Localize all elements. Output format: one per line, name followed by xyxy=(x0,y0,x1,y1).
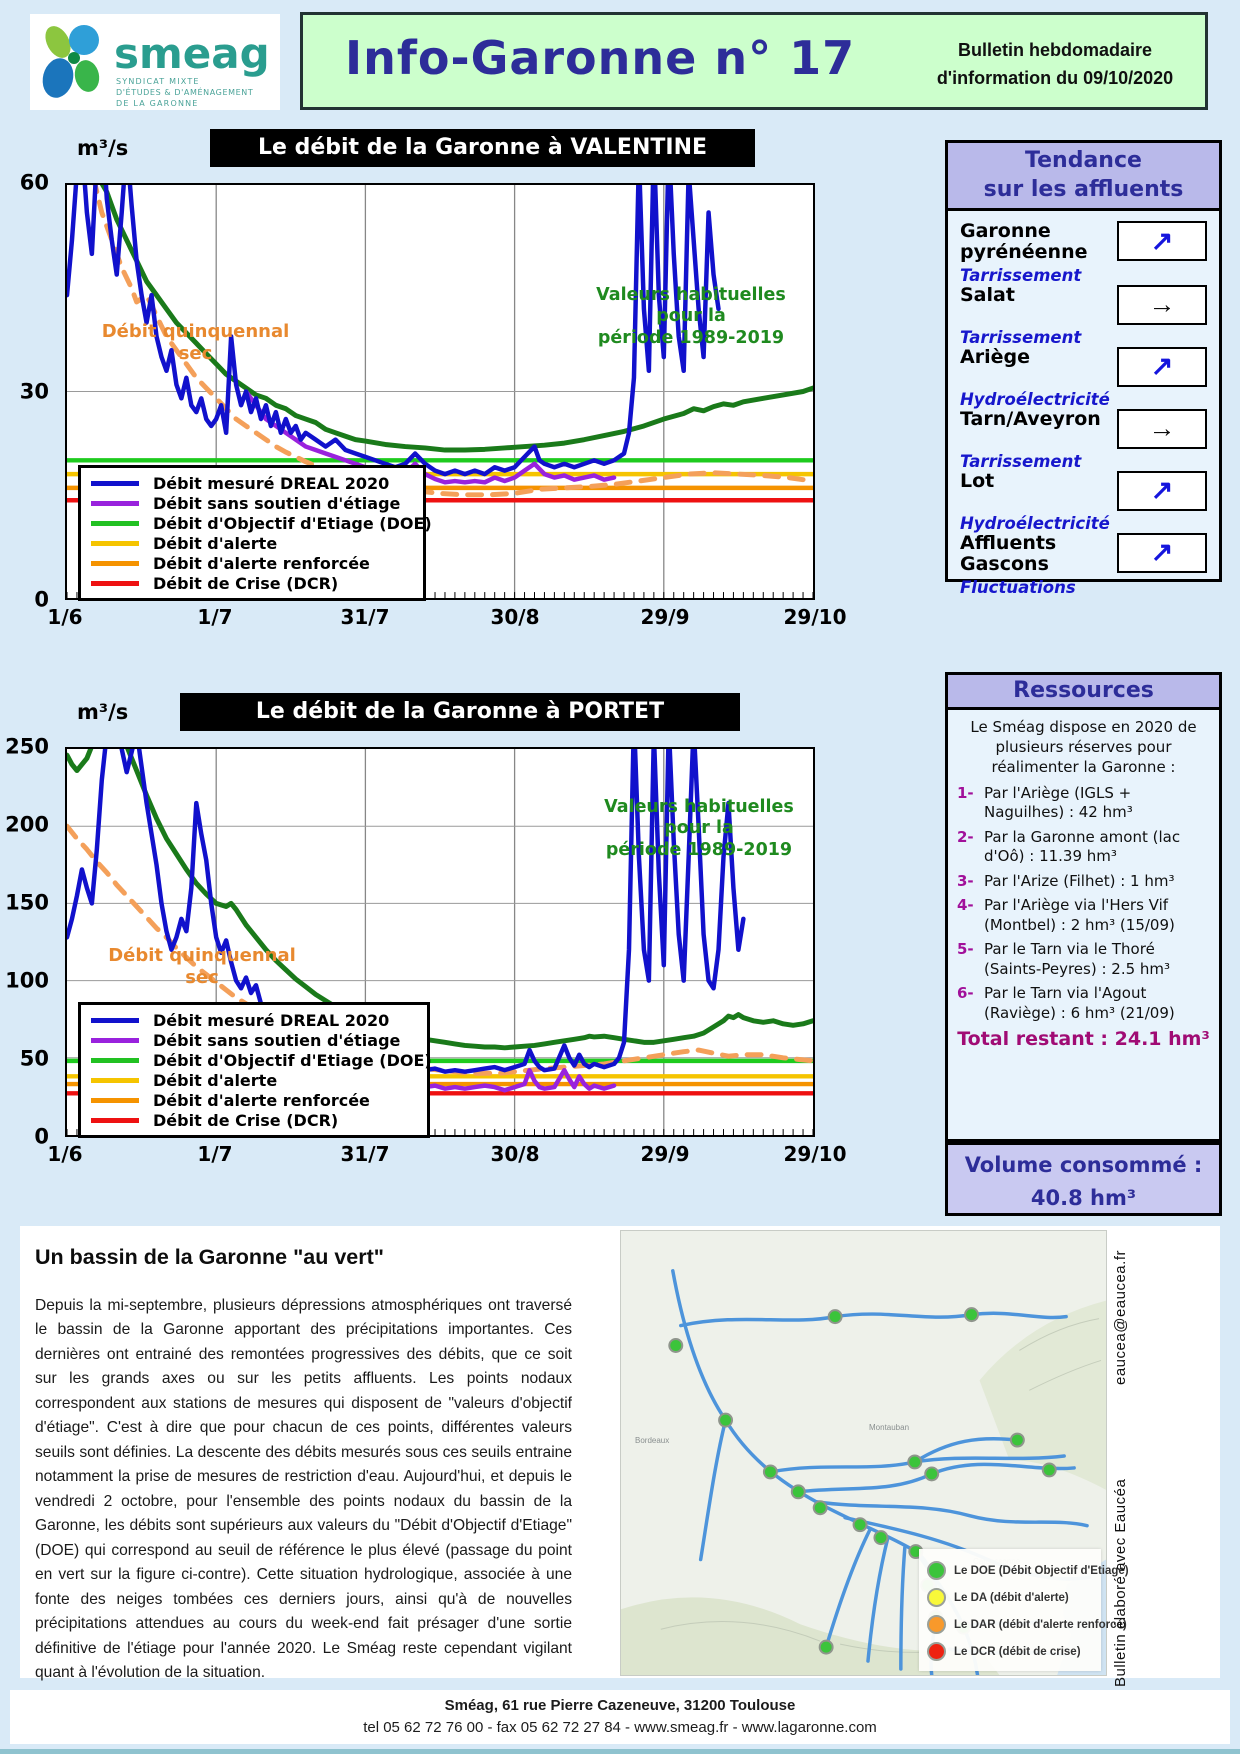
x-tick-label: 1/6 xyxy=(47,1142,83,1166)
footer xyxy=(10,1690,1230,1744)
ressource-item: 3- Par l'Arize (Filhet) : 1 hm³ xyxy=(957,871,1175,890)
bulletin-date: Bulletin hebdomadaire d'information du 09/10/2020 xyxy=(936,40,1174,88)
trend-arrow-box xyxy=(1117,221,1207,261)
footer-contacts: tel 05 62 72 76 00 - fax 05 62 72 27 84 - www.smeag.fr - www.lagaronne.com xyxy=(363,1719,877,1736)
legend-item: Débit de Crise (DCR) xyxy=(91,573,413,593)
credit-author: Bulletin élaboré avec Eaucéa xyxy=(1112,1478,1129,1687)
map-legend-item: Le DAR (débit d'alerte renforcé) xyxy=(927,1611,1095,1638)
legend-item: Débit d'alerte renforcée xyxy=(91,1090,417,1110)
legend-item: Débit d'alerte xyxy=(91,533,413,553)
y-tick-label: 100 xyxy=(5,968,49,993)
dcr-dot-icon xyxy=(927,1642,946,1661)
x-tick-label: 1/7 xyxy=(197,605,233,629)
legend-swatch xyxy=(91,1078,139,1083)
legend-swatch xyxy=(91,561,139,566)
legend-item: Débit de Crise (DCR) xyxy=(91,1110,417,1130)
ressources-header: Ressources xyxy=(948,675,1219,710)
svg-text:DE LA GARONNE: DE LA GARONNE xyxy=(116,99,199,108)
x-tick-label: 29/9 xyxy=(640,1142,690,1166)
x-axis-ticks xyxy=(47,1142,847,1172)
chart-title: Le débit de la Garonne à VALENTINE xyxy=(210,129,755,167)
article-body: Depuis la mi-septembre, plusieurs dépressions atmosphériques ont traversé le bassin de la Garonne apportant des précipitations importantes. Ces dernières ont entrainé des remontées progressives des débits, que ce soit sur les grands axes ou sur les petits affluents. Les points nodaux correspondent aux stations de mesures qui disposent de "valeurs d'objectif d'étiage". C'est à dire que pour chacun de ces points, différentes valeurs seuils sont définies. La descente des débits mesurés sous ces seuils entraine notamment la prise de mesures de restriction d'eau. Aujourd'hui, et depuis le vendredi 2 octobre, pour l'ensemble des points nodaux du bassin de la Garonne, les débits sont supérieurs aux valeurs du "Débit d'Objectif d'Etiage" (DOE) qui correspond au seuil de référence le plus élevé (passage du point en vert sur la figure ci-contre). Cette situation hydrologique, associée à une fonte des neiges tombées ces derniers jours, ainsi qu'à de nouvelles précipitations attendues au cours du week-end fait présager d'une sortie définitive de l'étiage pour l'année 2020. Le Sméag reste cependant vigilant quant à l'évolution de la situation. xyxy=(35,1297,572,1682)
legend-swatch xyxy=(91,1098,139,1103)
map-city-label: Montauban xyxy=(869,1423,910,1432)
ressource-item: 2- Par la Garonne amont (lac d'Oô) : 11.39 hm³ xyxy=(957,827,1181,866)
tendance-item: Affluents Gascons ↗ Fluctuations xyxy=(960,533,1207,597)
legend-swatch xyxy=(91,1018,139,1023)
legend-swatch xyxy=(91,1118,139,1123)
x-tick-label: 1/6 xyxy=(47,605,83,629)
legend-swatch xyxy=(91,1058,139,1063)
tendance-item: Salat → Tarrissement xyxy=(960,285,1207,347)
trend-up-icon: ↗ xyxy=(1150,225,1174,256)
tendance-panel xyxy=(945,140,1222,597)
legend-item: Débit mesuré DREAL 2020 xyxy=(91,1010,417,1030)
ressources-body xyxy=(948,710,1219,1054)
tendance-item: Lot ↗ Hydroélectricité xyxy=(960,471,1207,533)
y-tick-label: 0 xyxy=(34,587,49,612)
total-remaining: Total restant : 24.1 hm³ xyxy=(957,1028,1210,1051)
tendance-item: Garonne pyrénéenne ↗ Tarrissement xyxy=(960,221,1207,285)
x-tick-label: 31/7 xyxy=(340,605,390,629)
x-tick-label: 29/10 xyxy=(783,1142,847,1166)
trend-arrow-box xyxy=(1117,533,1207,573)
volume-consumed-box: Volume consommé : 40.8 hm³ xyxy=(945,1142,1222,1216)
annotation-dry-year: Débit quinquennal sec xyxy=(108,945,296,988)
map-city-label: Bordeaux xyxy=(635,1436,670,1445)
x-tick-label: 1/7 xyxy=(197,1142,233,1166)
tendance-item: Ariège ↗ Hydroélectricité xyxy=(960,347,1207,409)
ressource-item: 6- Par le Tarn via l'Agout (Raviège) : 6 hm³ (21/09) xyxy=(957,984,1175,1022)
tendance-header: Tendance sur les affluents xyxy=(948,143,1219,211)
annotation-usual-values: Valeurs habituelles pour la période 1989-2019 xyxy=(596,285,786,348)
chart-legend xyxy=(78,465,432,601)
trend-flat-icon: → xyxy=(1148,413,1176,444)
page-title: Info-Garonne n° 17 xyxy=(345,31,856,85)
x-tick-label: 29/10 xyxy=(783,605,847,629)
ressource-item: 1- Par l'Ariège (IGLS + Naguilhes) : 42 hm³ xyxy=(957,783,1133,822)
x-tick-label: 31/7 xyxy=(340,1142,390,1166)
y-tick-label: 250 xyxy=(5,734,49,759)
footer-address: Sméag, 61 rue Pierre Cazeneuve, 31200 Toulouse xyxy=(444,1697,796,1714)
svg-text:SYNDICAT MIXTE: SYNDICAT MIXTE xyxy=(116,77,200,86)
trend-arrow-box xyxy=(1117,471,1207,511)
x-tick-label: 29/9 xyxy=(640,605,690,629)
y-axis-unit: m³/s xyxy=(77,700,129,724)
map-legend-item: Le DA (débit d'alerte) xyxy=(927,1584,1095,1611)
chart-title: Le débit de la Garonne à PORTET xyxy=(180,693,740,731)
article xyxy=(35,1245,572,1686)
trend-arrow-box xyxy=(1117,347,1207,387)
legend-item: Débit sans soutien d'étiage xyxy=(91,493,413,513)
x-tick-label: 30/8 xyxy=(490,605,540,629)
legend-swatch xyxy=(91,541,139,546)
y-axis-ticks xyxy=(7,170,55,612)
legend-swatch xyxy=(91,501,139,506)
legend-swatch xyxy=(91,1038,139,1043)
legend-swatch xyxy=(91,581,139,586)
ressource-item: 5- Par le Tarn via le Thoré (Saints-Peyres) : 2.5 hm³ xyxy=(957,940,1171,978)
y-axis-ticks xyxy=(5,734,55,1149)
legend-swatch xyxy=(91,481,139,486)
map-legend-item: Le DCR (débit de crise) xyxy=(927,1638,1095,1665)
trend-arrow-box xyxy=(1117,409,1207,449)
trend-up-icon: ↗ xyxy=(1150,351,1174,382)
map-legend-item: Le DOE (Débit Objectif d'Etiage) xyxy=(927,1557,1095,1584)
y-axis-unit: m³/s xyxy=(77,136,129,160)
y-tick-label: 50 xyxy=(19,1046,49,1071)
dar-dot-icon xyxy=(927,1615,946,1634)
legend-item: Débit d'Objectif d'Etiage (DOE) xyxy=(91,1050,417,1070)
ressource-item: 4- Par l'Ariège via l'Hers Vif (Montbel) : 2 hm³ (15/09) xyxy=(957,896,1175,934)
chart-valentine xyxy=(19,135,847,629)
svg-text:D'ÉTUDES & D'AMÉNAGEMENT: D'ÉTUDES & D'AMÉNAGEMENT xyxy=(116,88,254,97)
y-tick-label: 30 xyxy=(19,379,49,404)
smeag-logo-icon xyxy=(30,14,280,110)
legend-item: Débit mesuré DREAL 2020 xyxy=(91,473,413,493)
x-axis-ticks xyxy=(47,605,847,635)
x-tick-label: 30/8 xyxy=(490,1142,540,1166)
trend-flat-icon: → xyxy=(1148,289,1176,320)
article-title: Un bassin de la Garonne "au vert" xyxy=(35,1245,384,1269)
y-tick-label: 150 xyxy=(5,890,49,915)
legend-swatch xyxy=(91,521,139,526)
doe-dot-icon xyxy=(927,1561,946,1580)
chart-portet xyxy=(5,699,847,1166)
annotation-usual-values: Valeurs habituelles pour la période 1989-2019 xyxy=(604,797,794,860)
bottom-edge-strip xyxy=(0,1749,1240,1754)
ressources-panel xyxy=(945,672,1222,1142)
y-tick-label: 200 xyxy=(5,812,49,837)
tendance-item: Tarn/Aveyron → Tarrissement xyxy=(960,409,1207,471)
y-tick-label: 60 xyxy=(19,170,49,195)
da-dot-icon xyxy=(927,1588,946,1607)
chart-legend xyxy=(78,1002,430,1138)
legend-item: Débit d'Objectif d'Etiage (DOE) xyxy=(91,513,413,533)
trend-up-icon: ↗ xyxy=(1150,537,1174,568)
tendance-items xyxy=(948,211,1219,597)
trend-arrow-box xyxy=(1117,285,1207,325)
legend-item: Débit sans soutien d'étiage xyxy=(91,1030,417,1050)
ressources-intro: Le Sméag dispose en 2020 de plusieurs réserves pour réalimenter la Garonne : xyxy=(970,717,1197,777)
legend-item: Débit d'alerte renforcée xyxy=(91,553,413,573)
y-tick-label: 0 xyxy=(34,1124,49,1149)
trend-up-icon: ↗ xyxy=(1150,475,1174,506)
credit-email: eaucea@eaucea.fr xyxy=(1112,1250,1129,1385)
header-title-box xyxy=(300,12,1208,110)
legend-item: Débit d'alerte xyxy=(91,1070,417,1090)
svg-text:smeag: smeag xyxy=(114,29,270,78)
annotation-dry-year: Débit quinquennal sec xyxy=(101,321,290,364)
smeag-logo xyxy=(30,14,280,110)
